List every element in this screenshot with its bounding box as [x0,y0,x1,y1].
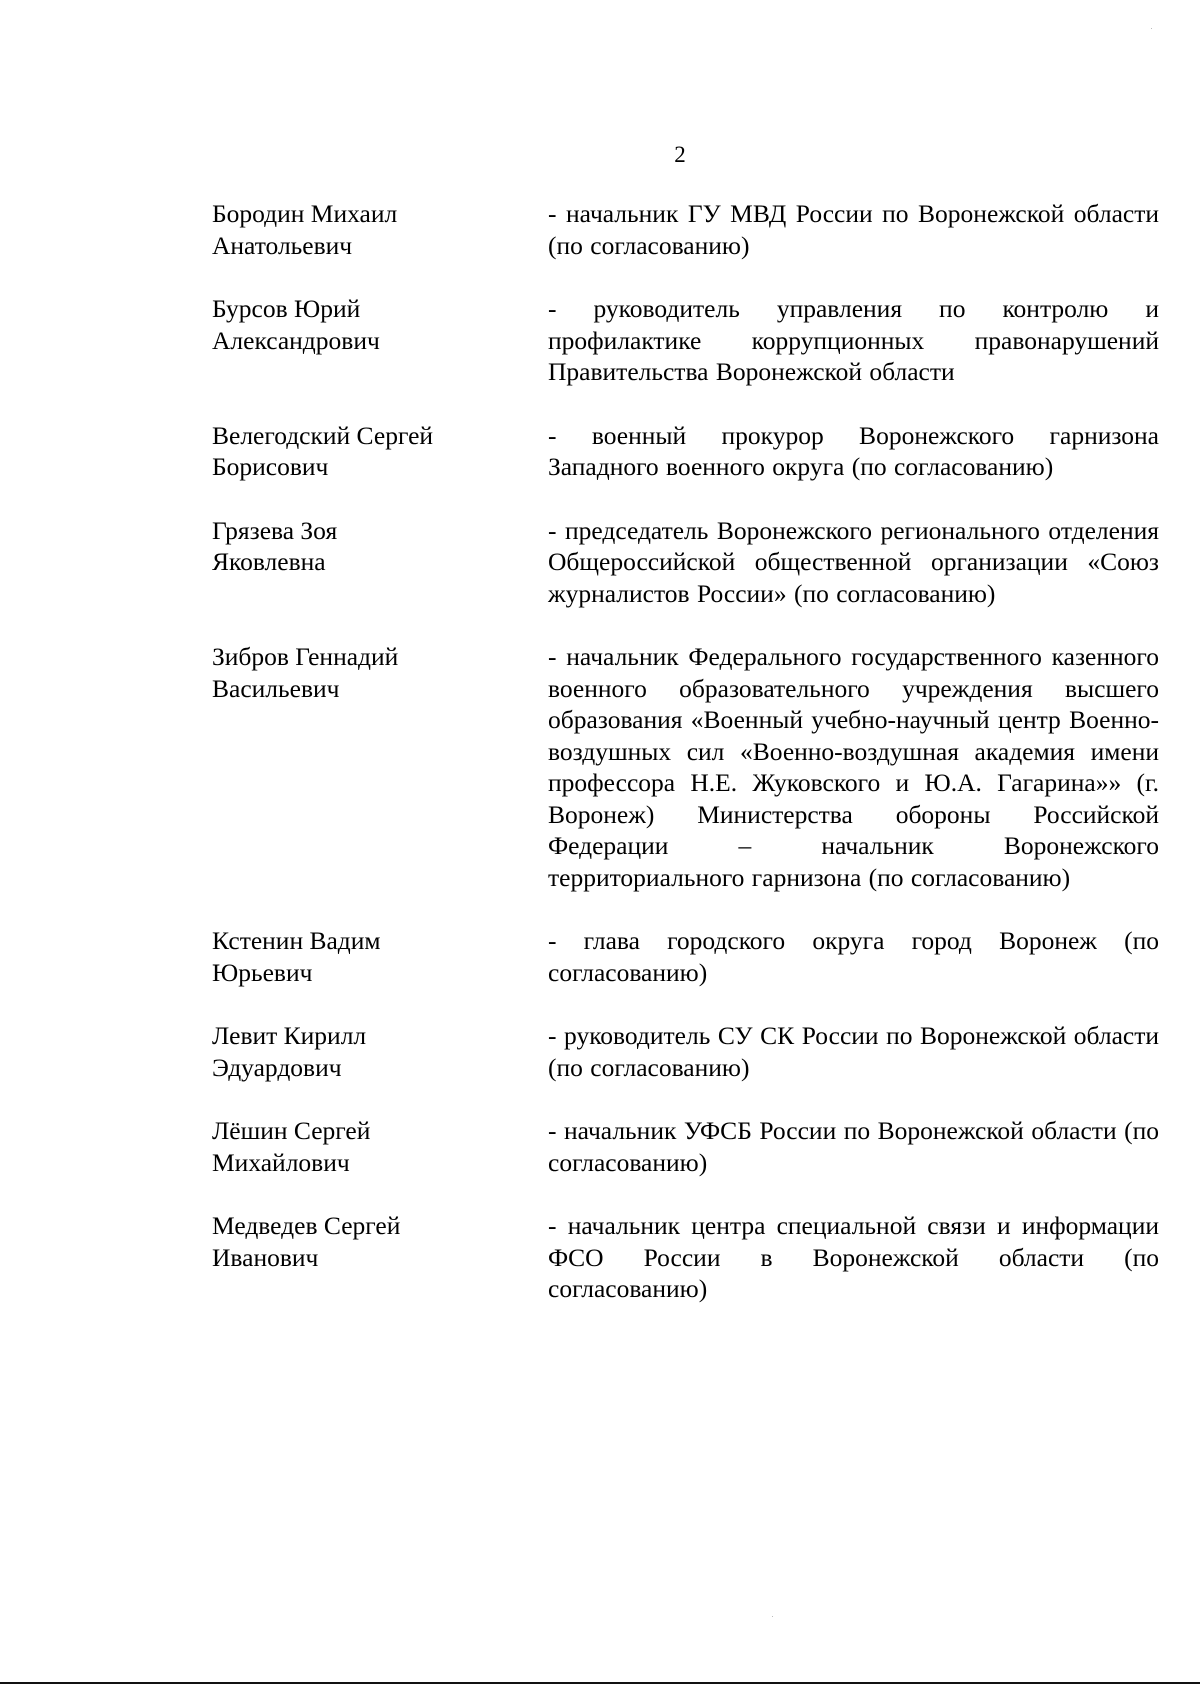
scan-speck [772,1616,773,1617]
member-position: - руководитель СУ СК России по Воронежской области (по согласованию) [548,1021,1159,1082]
member-entry [212,293,1159,388]
scan-speck [1151,28,1152,29]
member-position: - военный прокурор Воронежского гарнизона Западного военного округа (по согласованию) [548,420,1159,481]
member-name: Кстенин Вадим Юрьевич [212,926,381,987]
member-entry [212,420,1159,483]
member-position: - начальник ГУ МВД России по Воронежской области (по согласованию) [548,199,1159,260]
member-position: - глава городского округа город Воронеж (по согласованию) [548,926,1159,987]
member-name: Лёшин Сергей Михайлович [212,1116,371,1177]
member-name: Велегодский Сергей Борисович [212,420,434,481]
member-entry [212,515,1159,610]
scan-bottom-edge [0,1682,1200,1684]
member-entry [212,1020,1159,1083]
member-position: - начальник УФСБ России по Воронежской области (по согласованию) [548,1116,1159,1177]
member-entry [212,1210,1159,1305]
member-position: - председатель Воронежского регионального отделения Общероссийской общественной организации «Союз журналистов России» (по согласованию) [548,515,1159,608]
member-entry [212,198,1159,261]
member-entry [212,1115,1159,1178]
member-position: - начальник центра специальной связи и информации ФСО России в Воронежской области (по согласованию) [548,1211,1159,1303]
member-name: Левит Кирилл Эдуардович [212,1021,367,1082]
commission-member-list [212,198,1159,1337]
member-entry [212,925,1159,988]
member-name: Бурсов Юрий Александрович [212,294,380,355]
member-name: Бородин Михаил Анатольевич [212,199,398,260]
page-number: 2 [674,142,686,167]
member-entry [212,641,1159,893]
member-position: - начальник Федерального государственного казенного военного образовательного учреждения высшего образования «Военный учебно-научный центр Военно-воздушных сил «Военно-воздушная академия имени профессора Н.Е. Жуковского и Ю.А. Гагарина»» (г. Воронеж) Министерства обороны Российской Федерации – начальник Воронежского территориального гарнизона (по согласованию) [548,642,1159,892]
member-name: Грязева Зоя Яковлевна [212,515,338,576]
member-position: - руководитель управления по контролю и профилактике коррупционных правонарушений Правительства Воронежской области [548,294,1159,386]
member-name: Зибров Геннадий Васильевич [212,642,399,703]
member-name: Медведев Сергей Иванович [212,1211,401,1272]
